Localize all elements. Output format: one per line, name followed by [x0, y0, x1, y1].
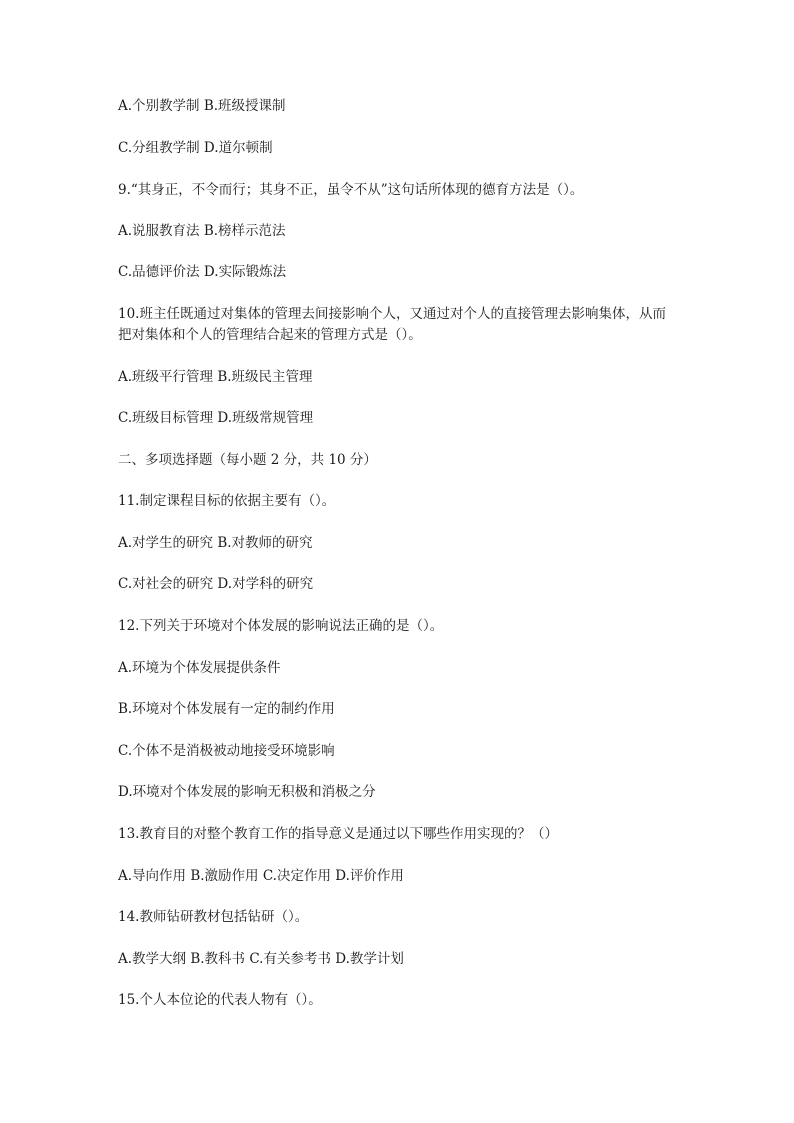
- option-line-q14: A.教学大纲 B.教科书 C.有关参考书 D.教学计划: [118, 951, 404, 967]
- option-q12-d: D.环境对个体发展的影响无积极和消极之分: [118, 784, 376, 800]
- question-15: 15.个人本位论的代表人物有（）。: [118, 992, 322, 1008]
- question-10: 10.班主任既通过对集体的管理去间接影响个人，又通过对个人的直接管理去影响集体，从而把对集体和个人的管理结合起来的管理方式是（）。: [118, 306, 666, 343]
- option-q12-a: A.环境为个体发展提供条件: [118, 660, 281, 676]
- question-14: 14.教师钻研教材包括钻研（）。: [118, 909, 309, 925]
- option-line-q9-cd: C.品德评价法 D.实际锻炼法: [118, 264, 287, 280]
- question-12: 12.下列关于环境对个体发展的影响说法正确的是（）。: [118, 618, 444, 634]
- section-heading-multiple-choice: 二、多项选择题（每小题 2 分，共 10 分）: [118, 452, 377, 468]
- option-line-q10-ab: A.班级平行管理 B.班级民主管理: [118, 369, 313, 385]
- question-11: 11.制定课程目标的依据主要有（）。: [118, 493, 336, 509]
- option-line-q11-ab: A.对学生的研究 B.对教师的研究: [118, 535, 313, 551]
- option-line-q8-ab: A.个别教学制 B.班级授课制: [118, 98, 286, 114]
- option-q12-c: C.个体不是消极被动地接受环境影响: [118, 743, 335, 759]
- option-line-q9-ab: A.说服教育法 B.榜样示范法: [118, 223, 286, 239]
- option-line-q13: A.导向作用 B.激励作用 C.决定作用 D.评价作用: [118, 868, 404, 884]
- option-line-q8-cd: C.分组教学制 D.道尔顿制: [118, 140, 273, 156]
- option-line-q10-cd: C.班级目标管理 D.班级常规管理: [118, 410, 314, 426]
- question-9: 9.“其身正，不令而行；其身不正，虽令不从”这句话所体现的德育方法是（）。: [118, 182, 584, 198]
- option-q12-b: B.环境对个体发展有一定的制约作用: [118, 701, 335, 717]
- question-13: 13.教育目的对整个教育工作的指导意义是通过以下哪些作用实现的？（）: [118, 826, 558, 842]
- option-line-q11-cd: C.对社会的研究 D.对学科的研究: [118, 576, 314, 592]
